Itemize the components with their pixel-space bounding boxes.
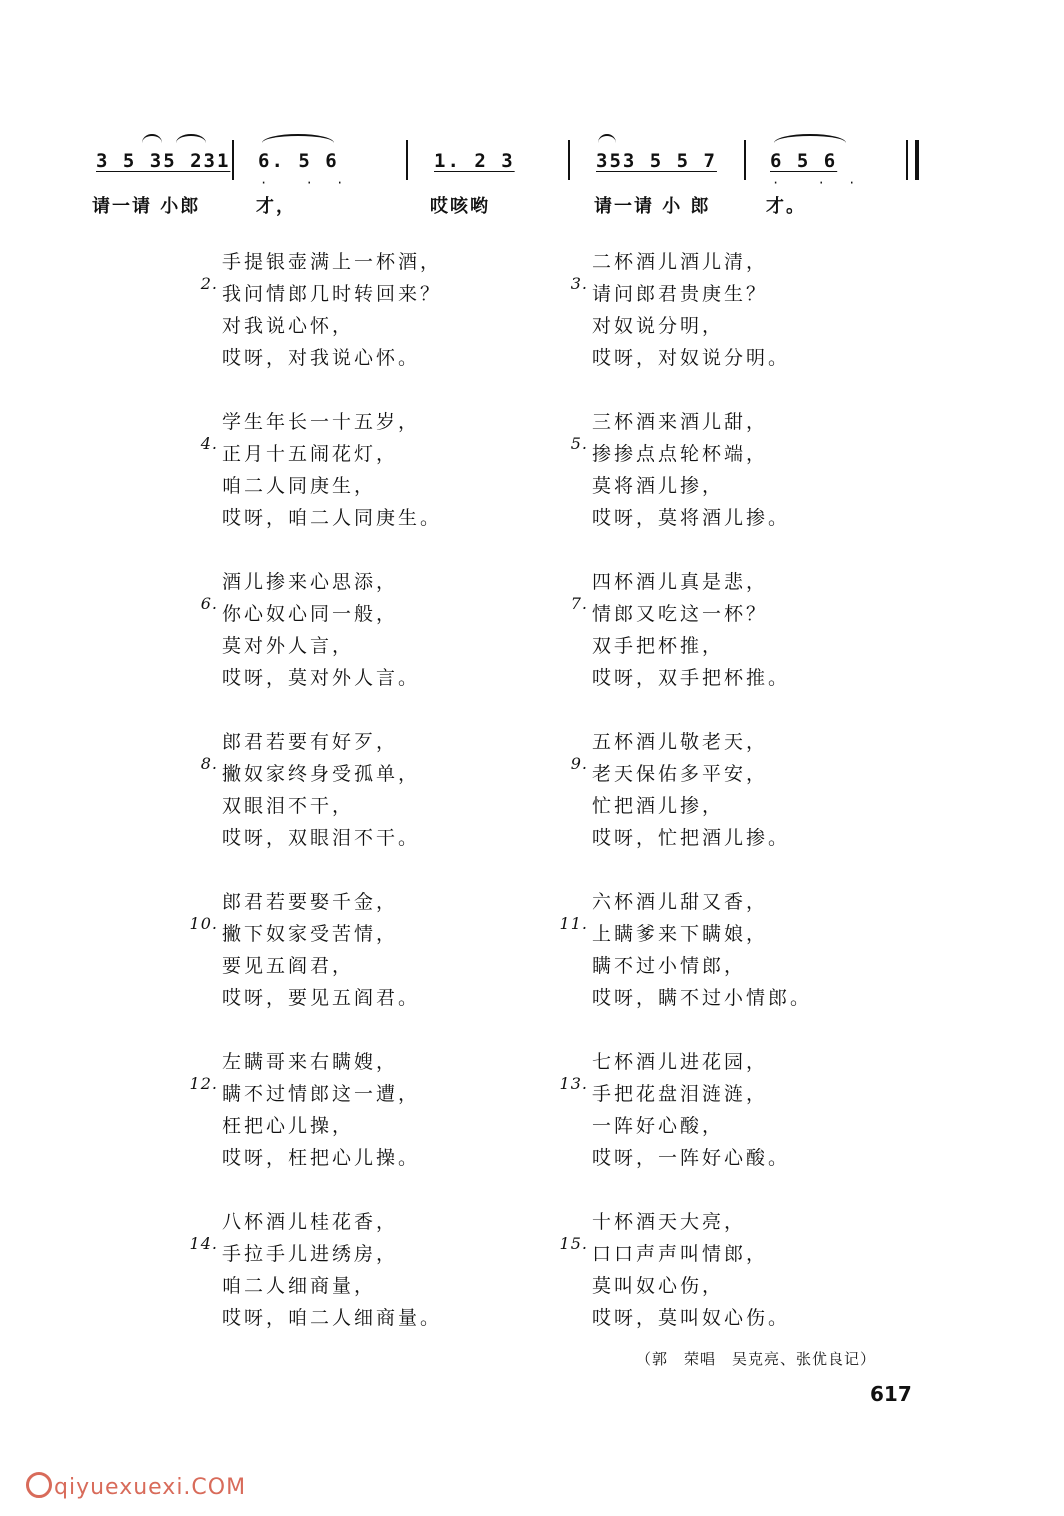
page-number: 617 — [870, 1382, 912, 1406]
verse-line: 哎呀，莫对外人言。 — [222, 667, 421, 689]
verse-14 — [189, 1206, 552, 1334]
verse-line: 瞒不过情郎这一遭， — [222, 1083, 421, 1105]
verse-line: 对我说心怀， — [222, 315, 355, 337]
verse-line: 6. 酒儿掺来心思添， — [222, 566, 552, 598]
verse-line: 7. 四杯酒儿真是悲， — [592, 566, 922, 598]
verse-line: 哎呀，双手把杯推。 — [592, 667, 791, 689]
verse-line: 正月十五闹花灯， — [222, 443, 399, 465]
lyric-segment: 请一请 小郎 — [92, 196, 201, 217]
verse-number: 7. — [570, 594, 588, 613]
verse-11 — [559, 886, 922, 1014]
barline — [406, 140, 408, 180]
verse-line: 莫对外人言， — [222, 635, 355, 657]
final-barline — [906, 140, 919, 180]
verse-line: 忙把酒儿掺， — [592, 795, 725, 817]
verse-number: 3. — [570, 274, 588, 293]
watermark-text: qiyuexuexi.COM — [54, 1475, 247, 1500]
verse-line: 4. 学生年长一十五岁， — [222, 406, 552, 438]
verse-number: 15. — [559, 1234, 588, 1253]
verse-15 — [559, 1206, 922, 1334]
verse-line: 请问郎君贵庚生？ — [592, 283, 769, 305]
verse-line: 一阵好心酸， — [592, 1115, 725, 1137]
verse-6 — [200, 566, 552, 694]
verse-line: 手把花盘泪涟涟， — [592, 1083, 769, 1105]
verse-number: 10. — [189, 914, 218, 933]
verse-line: 哎呀，要见五阎君。 — [222, 987, 421, 1009]
verse-line: 莫叫奴心伤， — [592, 1275, 725, 1297]
verse-10 — [189, 886, 552, 1014]
verse-line: 你心奴心同一般， — [222, 603, 399, 625]
verse-line: 双手把杯推， — [592, 635, 725, 657]
verse-line: 情郎又吃这一杯？ — [592, 603, 769, 625]
verse-line: 上瞒爹来下瞒娘， — [592, 923, 769, 945]
verse-12 — [189, 1046, 552, 1174]
notation-row — [0, 130, 1064, 240]
barline — [744, 140, 746, 180]
verse-line: 哎呀，对我说心怀。 — [222, 347, 421, 369]
watermark-logo-icon — [26, 1472, 52, 1498]
verse-number: 9. — [570, 754, 588, 773]
verse-line: 掺掺点点轮杯端， — [592, 443, 769, 465]
barline — [232, 140, 234, 180]
verse-line: 枉把心儿操， — [222, 1115, 355, 1137]
verse-line: 哎呀，瞒不过小情郎。 — [592, 987, 813, 1009]
verse-number: 6. — [200, 594, 218, 613]
verse-line: 14. 八杯酒儿桂花香， — [222, 1206, 552, 1238]
verse-number: 5. — [570, 434, 588, 453]
verse-line: 口口声声叫情郎， — [592, 1243, 769, 1265]
verse-line: 哎呀，忙把酒儿掺。 — [592, 827, 791, 849]
verse-line: 哎呀，一阵好心酸。 — [592, 1147, 791, 1169]
verse-line: 11. 六杯酒儿甜又香， — [592, 886, 922, 918]
verse-line: 13. 七杯酒儿进花园， — [592, 1046, 922, 1078]
watermark — [26, 1472, 246, 1500]
lyric-segment: 请一请 小 郎 — [594, 196, 711, 217]
barline — [568, 140, 570, 180]
verse-line: 对奴说分明， — [592, 315, 725, 337]
verse-13 — [559, 1046, 922, 1174]
verse-number: 13. — [559, 1074, 588, 1093]
verse-line: 咱二人同庚生， — [222, 475, 377, 497]
verse-line: 手拉手儿进绣房， — [222, 1243, 399, 1265]
verse-number: 8. — [200, 754, 218, 773]
notation-segment: 1. 2 3 — [434, 150, 515, 172]
octave-dots: · · · — [260, 176, 352, 190]
verse-line: 老天保佑多平安， — [592, 763, 769, 785]
verse-number: 4. — [200, 434, 218, 453]
singer-credit: （郭 荣唱 吴克亮、张优良记） — [636, 1350, 877, 1368]
verse-line: 我问情郎几时转回来？ — [222, 283, 443, 305]
verse-line: 哎呀，咱二人细商量。 — [222, 1307, 443, 1329]
verse-line: 哎呀，双眼泪不干。 — [222, 827, 421, 849]
verse-2 — [200, 246, 552, 374]
verse-line: 哎呀，对奴说分明。 — [592, 347, 791, 369]
verse-line: 8. 郎君若要有好歹， — [222, 726, 552, 758]
verse-line: 9. 五杯酒儿敬老天， — [592, 726, 922, 758]
verse-line: 3. 二杯酒儿酒儿清， — [592, 246, 922, 278]
verse-line: 12. 左瞒哥来右瞒嫂， — [222, 1046, 552, 1078]
verse-line: 咱二人细商量， — [222, 1275, 377, 1297]
verse-number: 11. — [559, 914, 588, 933]
octave-dots: · · · — [772, 176, 864, 190]
notation-segment: 6. 5 6 — [258, 150, 339, 172]
verse-line: 5. 三杯酒来酒儿甜， — [592, 406, 922, 438]
verse-9 — [570, 726, 922, 854]
notation-segment: 6 5 6 — [770, 150, 838, 172]
verse-line: 2. 手提银壶满上一杯酒， — [222, 246, 552, 278]
verse-4 — [200, 406, 552, 534]
lyric-segment: 哎咳哟 — [430, 196, 490, 217]
verse-line: 要见五阎君， — [222, 955, 355, 977]
verse-line: 莫将酒儿掺， — [592, 475, 725, 497]
verse-number: 2. — [200, 274, 218, 293]
lyric-segment: 才。 — [766, 196, 806, 217]
verse-3 — [570, 246, 922, 374]
verse-number: 12. — [189, 1074, 218, 1093]
lyric-segment: 才， — [256, 196, 296, 217]
verse-line: 哎呀，莫将酒儿掺。 — [592, 507, 791, 529]
verse-line: 双眼泪不干， — [222, 795, 355, 817]
verse-line: 哎呀，莫叫奴心伤。 — [592, 1307, 791, 1329]
verse-line: 10. 郎君若要娶千金， — [222, 886, 552, 918]
verse-line: 15. 十杯酒天大亮， — [592, 1206, 922, 1238]
verse-line: 撇下奴家受苦情， — [222, 923, 399, 945]
notation-segment: 3 5 35 231 — [96, 150, 231, 172]
verse-5 — [570, 406, 922, 534]
verse-line: 撇奴家终身受孤单， — [222, 763, 421, 785]
verse-8 — [200, 726, 552, 854]
verse-line: 哎呀，咱二人同庚生。 — [222, 507, 443, 529]
verse-7 — [570, 566, 922, 694]
verse-line: 哎呀，枉把心儿操。 — [222, 1147, 421, 1169]
verse-line: 瞒不过小情郎， — [592, 955, 747, 977]
verse-number: 14. — [189, 1234, 218, 1253]
notation-segment: 353 5 5 7 — [596, 150, 717, 172]
